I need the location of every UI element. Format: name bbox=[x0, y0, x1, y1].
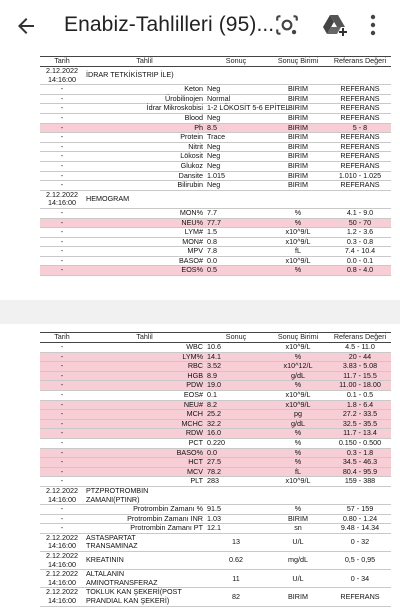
table-row bbox=[40, 181, 391, 191]
header-test: Tahlil bbox=[84, 57, 205, 67]
row-unit: x10^9/L bbox=[267, 228, 329, 238]
row-date: - bbox=[40, 343, 84, 353]
row-date: 2.12.2022 14:16:00 bbox=[40, 67, 84, 85]
table-row bbox=[40, 486, 391, 504]
row-reference: 0.3 - 1.8 bbox=[329, 448, 391, 458]
row-reference: 32.5 - 35.5 bbox=[329, 419, 391, 429]
row-date: - bbox=[40, 524, 84, 534]
row-reference: 1.010 - 1.025 bbox=[329, 171, 391, 181]
row-unit: x10^9/L bbox=[267, 400, 329, 410]
row-unit: U/L bbox=[267, 533, 329, 551]
row-unit: pg bbox=[267, 410, 329, 420]
row-unit: BIRIM bbox=[267, 133, 329, 143]
table-row bbox=[40, 588, 391, 606]
row-date: 2.12.2022 14:16:00 bbox=[40, 588, 84, 606]
row-date: - bbox=[40, 123, 84, 133]
table-row bbox=[40, 343, 391, 353]
row-result: 12.1 bbox=[205, 524, 267, 534]
row-unit: x10^9/L bbox=[267, 390, 329, 400]
row-reference: 50 - 70 bbox=[329, 218, 391, 228]
row-test-name: PTZPROTROMBIN ZAMANI(PTINR) bbox=[84, 486, 205, 504]
row-result: Neg bbox=[205, 161, 267, 171]
row-date: 2.12.2022 14:16:00 bbox=[40, 570, 84, 588]
row-reference: 3.83 - 5.08 bbox=[329, 362, 391, 372]
table-header-row bbox=[40, 333, 391, 343]
row-reference: REFERANS bbox=[329, 142, 391, 152]
row-test-name: Protrombin Zamanı % bbox=[84, 505, 205, 515]
row-test-name: İdrar Mikroskobisi bbox=[84, 104, 205, 114]
row-reference: 7.4 - 10.4 bbox=[329, 247, 391, 257]
row-reference: 4.1 - 9.0 bbox=[329, 208, 391, 218]
header-date: Tarih bbox=[40, 57, 84, 67]
row-reference: REFERANS bbox=[329, 588, 391, 606]
lab-results-table-page-1 bbox=[40, 56, 391, 276]
row-reference: 1.2 - 3.6 bbox=[329, 228, 391, 238]
row-date: - bbox=[40, 362, 84, 372]
row-result: 13 bbox=[205, 533, 267, 551]
row-unit: BIRIM bbox=[267, 123, 329, 133]
row-test-name: MPV bbox=[84, 247, 205, 257]
row-reference: REFERANS bbox=[329, 161, 391, 171]
row-test-name: LYM% bbox=[84, 352, 205, 362]
row-result: 0.62 bbox=[205, 552, 267, 570]
table-row bbox=[40, 113, 391, 123]
row-unit: % bbox=[267, 352, 329, 362]
row-test-name: RBC bbox=[84, 362, 205, 372]
row-unit bbox=[267, 486, 329, 504]
row-date: - bbox=[40, 218, 84, 228]
row-reference bbox=[329, 486, 391, 504]
row-unit: BIRIM bbox=[267, 171, 329, 181]
row-date: - bbox=[40, 181, 84, 191]
add-to-drive-icon[interactable] bbox=[322, 12, 348, 38]
header-result: Sonuç bbox=[205, 57, 267, 67]
row-test-name: KREATININ bbox=[84, 552, 205, 570]
row-unit: % bbox=[267, 429, 329, 439]
row-unit: mg/dL bbox=[267, 552, 329, 570]
table-row bbox=[40, 438, 391, 448]
row-date: - bbox=[40, 410, 84, 420]
row-date: - bbox=[40, 208, 84, 218]
row-unit: g/dL bbox=[267, 371, 329, 381]
row-reference: 159 - 388 bbox=[329, 477, 391, 487]
row-test-name: NEU# bbox=[84, 400, 205, 410]
table-row bbox=[40, 458, 391, 468]
row-result: 8.5 bbox=[205, 123, 267, 133]
table-row bbox=[40, 429, 391, 439]
row-unit: U/L bbox=[267, 570, 329, 588]
row-test-name: WBC bbox=[84, 343, 205, 353]
row-test-name: HCT bbox=[84, 458, 205, 468]
row-test-name: Protein bbox=[84, 133, 205, 143]
row-date: - bbox=[40, 448, 84, 458]
row-reference: REFERANS bbox=[329, 133, 391, 143]
row-unit: BIRIM bbox=[267, 588, 329, 606]
row-result: 14.1 bbox=[205, 352, 267, 362]
row-unit: x10^9/L bbox=[267, 343, 329, 353]
row-reference: REFERANS bbox=[329, 113, 391, 123]
table-row bbox=[40, 362, 391, 372]
row-reference: 9.48 - 14.34 bbox=[329, 524, 391, 534]
row-result: 0.0 bbox=[205, 256, 267, 266]
table-header-row bbox=[40, 57, 391, 67]
row-unit: sn bbox=[267, 524, 329, 534]
row-date: - bbox=[40, 514, 84, 524]
row-reference: 80.4 - 95.9 bbox=[329, 467, 391, 477]
row-date: - bbox=[40, 505, 84, 515]
table-row bbox=[40, 190, 391, 208]
header-reference: Referans Değeri bbox=[329, 333, 391, 343]
row-reference: 27.2 - 33.5 bbox=[329, 410, 391, 420]
row-reference: REFERANS bbox=[329, 152, 391, 162]
row-test-name: NEU% bbox=[84, 218, 205, 228]
row-unit: fL bbox=[267, 467, 329, 477]
row-result: 8.9 bbox=[205, 371, 267, 381]
header-unit: Sonuç Birimi bbox=[267, 57, 329, 67]
row-result: 32.2 bbox=[205, 419, 267, 429]
row-unit: fL bbox=[267, 247, 329, 257]
row-result: 0.0 bbox=[205, 448, 267, 458]
row-result: 0.8 bbox=[205, 237, 267, 247]
row-reference: 11.7 - 13.4 bbox=[329, 429, 391, 439]
row-test-name: TOKLUK KAN ŞEKERİ(POST PRANDIAL KAN ŞEKERİ) bbox=[84, 588, 205, 606]
row-test-name: Dansite bbox=[84, 171, 205, 181]
header-unit: Sonuç Birimi bbox=[267, 333, 329, 343]
row-date: - bbox=[40, 477, 84, 487]
row-unit: % bbox=[267, 505, 329, 515]
document-title: Enabiz-Tahlilleri (95)... bbox=[64, 13, 275, 36]
row-reference: 0.80 - 1.24 bbox=[329, 514, 391, 524]
row-date: - bbox=[40, 247, 84, 257]
row-result: 16.0 bbox=[205, 429, 267, 439]
row-test-name: Ph bbox=[84, 123, 205, 133]
row-test-name: Protrombin Zamanı PT bbox=[84, 524, 205, 534]
row-date: - bbox=[40, 228, 84, 238]
row-result: Neg bbox=[205, 181, 267, 191]
row-reference bbox=[329, 190, 391, 208]
row-reference: 34.5 - 46.3 bbox=[329, 458, 391, 468]
header-date: Tarih bbox=[40, 333, 84, 343]
row-test-name: Keton bbox=[84, 85, 205, 95]
row-reference: 20 - 44 bbox=[329, 352, 391, 362]
row-test-name: Glukoz bbox=[84, 161, 205, 171]
table-row bbox=[40, 85, 391, 95]
row-unit: BIRIM bbox=[267, 94, 329, 104]
row-unit: BIRIM bbox=[267, 104, 329, 114]
table-row bbox=[40, 247, 391, 257]
row-result: 27.5 bbox=[205, 458, 267, 468]
row-date: - bbox=[40, 381, 84, 391]
row-reference: 0.0 - 0.1 bbox=[329, 256, 391, 266]
row-date: - bbox=[40, 171, 84, 181]
row-result: 77.7 bbox=[205, 218, 267, 228]
row-result bbox=[205, 190, 267, 208]
row-reference: 57 - 159 bbox=[329, 505, 391, 515]
table-row bbox=[40, 208, 391, 218]
row-test-name: RDW bbox=[84, 429, 205, 439]
pdf-page-1 bbox=[0, 52, 400, 300]
row-date: - bbox=[40, 438, 84, 448]
row-test-name: EOS% bbox=[84, 266, 205, 276]
row-reference: REFERANS bbox=[329, 85, 391, 95]
row-unit: x10^9/L bbox=[267, 477, 329, 487]
header-reference: Referans Değeri bbox=[329, 57, 391, 67]
row-date: - bbox=[40, 352, 84, 362]
row-test-name: Lökosit bbox=[84, 152, 205, 162]
row-result: 0.5 bbox=[205, 266, 267, 276]
row-test-name: İDRAR TETKİKİSTRIP İLE) bbox=[84, 67, 205, 85]
row-result: 19.0 bbox=[205, 381, 267, 391]
row-test-name: EOS# bbox=[84, 390, 205, 400]
row-unit: % bbox=[267, 458, 329, 468]
row-unit: % bbox=[267, 208, 329, 218]
row-result: 7.7 bbox=[205, 208, 267, 218]
row-unit: BIRIM bbox=[267, 85, 329, 95]
row-reference: 0.150 - 0.500 bbox=[329, 438, 391, 448]
row-result: 78.2 bbox=[205, 467, 267, 477]
row-result: 11 bbox=[205, 570, 267, 588]
table-row bbox=[40, 228, 391, 238]
row-reference: REFERANS bbox=[329, 181, 391, 191]
header-test: Tahlil bbox=[84, 333, 205, 343]
row-result bbox=[205, 486, 267, 504]
row-result: 1.5 bbox=[205, 228, 267, 238]
table-row bbox=[40, 552, 391, 570]
row-reference: 5 - 8 bbox=[329, 123, 391, 133]
row-result: 0.220 bbox=[205, 438, 267, 448]
row-date: - bbox=[40, 467, 84, 477]
row-reference: 4.5 - 11.0 bbox=[329, 343, 391, 353]
row-result: Normal bbox=[205, 94, 267, 104]
row-date: - bbox=[40, 256, 84, 266]
row-reference: REFERANS bbox=[329, 94, 391, 104]
row-date: - bbox=[40, 142, 84, 152]
row-test-name: MCH bbox=[84, 410, 205, 420]
row-test-name: ASTASPARTAT TRANSAMINAZ bbox=[84, 533, 205, 551]
app-bar bbox=[0, 0, 400, 52]
row-result: Trace bbox=[205, 133, 267, 143]
row-reference: 0.1 - 0.5 bbox=[329, 390, 391, 400]
row-date: 2.12.2022 14:16:00 bbox=[40, 190, 84, 208]
row-unit: BIRIM bbox=[267, 181, 329, 191]
table-row bbox=[40, 477, 391, 487]
row-unit: BIRIM bbox=[267, 514, 329, 524]
row-reference: 0 - 34 bbox=[329, 570, 391, 588]
row-test-name: PLT bbox=[84, 477, 205, 487]
row-test-name: MON# bbox=[84, 237, 205, 247]
row-reference bbox=[329, 67, 391, 85]
row-date: - bbox=[40, 152, 84, 162]
row-date: 2.12.2022 14:16:00 bbox=[40, 533, 84, 551]
table-row bbox=[40, 161, 391, 171]
row-reference: 0,5 - 0,95 bbox=[329, 552, 391, 570]
row-date: - bbox=[40, 133, 84, 143]
pdf-viewer[interactable] bbox=[0, 52, 400, 612]
row-date: 2.12.2022 14:16:00 bbox=[40, 486, 84, 504]
row-result: 3.52 bbox=[205, 362, 267, 372]
row-date: - bbox=[40, 113, 84, 123]
row-result: Neg bbox=[205, 85, 267, 95]
row-unit: x10^9/L bbox=[267, 256, 329, 266]
row-test-name: Ürobilinojen bbox=[84, 94, 205, 104]
row-result: 91.5 bbox=[205, 505, 267, 515]
row-date: - bbox=[40, 94, 84, 104]
row-reference: 0 - 32 bbox=[329, 533, 391, 551]
google-lens-icon[interactable] bbox=[274, 12, 300, 38]
row-unit: x10^12/L bbox=[267, 362, 329, 372]
row-unit: BIRIM bbox=[267, 152, 329, 162]
row-result: Neg bbox=[205, 142, 267, 152]
row-date: - bbox=[40, 104, 84, 114]
row-unit bbox=[267, 190, 329, 208]
row-test-name: Protrombin Zamanı INR bbox=[84, 514, 205, 524]
row-result: 8.2 bbox=[205, 400, 267, 410]
row-result: 1-2 LÖKOSİT 5-6 EPİTEL bbox=[207, 103, 290, 113]
row-unit: % bbox=[267, 266, 329, 276]
table-row bbox=[40, 524, 391, 534]
row-reference: 0.3 - 0.8 bbox=[329, 237, 391, 247]
row-unit: % bbox=[267, 218, 329, 228]
table-row bbox=[40, 390, 391, 400]
row-result: 82 bbox=[205, 588, 267, 606]
lab-results-table-page-2 bbox=[40, 332, 391, 607]
row-test-name: HEMOGRAM bbox=[84, 190, 205, 208]
row-test-name: MCHC bbox=[84, 419, 205, 429]
row-test-name: BASO# bbox=[84, 256, 205, 266]
row-date: - bbox=[40, 161, 84, 171]
row-date: - bbox=[40, 419, 84, 429]
row-result: 283 bbox=[205, 477, 267, 487]
table-row bbox=[40, 152, 391, 162]
table-row bbox=[40, 266, 391, 276]
arrow-back-icon[interactable] bbox=[14, 14, 38, 38]
row-result: 0.1 bbox=[205, 390, 267, 400]
row-test-name: Nitrit bbox=[84, 142, 205, 152]
row-result: Neg bbox=[205, 113, 267, 123]
row-unit: BIRIM bbox=[267, 161, 329, 171]
table-row bbox=[40, 410, 391, 420]
row-unit: BIRIM bbox=[267, 113, 329, 123]
table-row bbox=[40, 133, 391, 143]
row-result bbox=[205, 67, 267, 85]
row-unit: % bbox=[267, 381, 329, 391]
row-reference: REFERANS bbox=[329, 104, 391, 114]
row-unit: x10^9/L bbox=[267, 237, 329, 247]
row-date: - bbox=[40, 390, 84, 400]
row-result: 1.03 bbox=[205, 514, 267, 524]
row-test-name: PCT bbox=[84, 438, 205, 448]
row-test-name: MCV bbox=[84, 467, 205, 477]
row-unit: g/dL bbox=[267, 419, 329, 429]
row-date: - bbox=[40, 266, 84, 276]
row-test-name: PDW bbox=[84, 381, 205, 391]
row-result: Neg bbox=[205, 152, 267, 162]
row-result: 10.6 bbox=[205, 343, 267, 353]
row-result: 1.015 bbox=[205, 171, 267, 181]
row-reference: 1.8 - 6.4 bbox=[329, 400, 391, 410]
pdf-page-2 bbox=[0, 324, 400, 612]
row-date: - bbox=[40, 400, 84, 410]
row-test-name: HGB bbox=[84, 371, 205, 381]
row-date: - bbox=[40, 429, 84, 439]
row-date: - bbox=[40, 458, 84, 468]
row-reference: 11.00 - 18.00 bbox=[329, 381, 391, 391]
table-row bbox=[40, 67, 391, 85]
row-test-name: BASO% bbox=[84, 448, 205, 458]
row-date: - bbox=[40, 237, 84, 247]
table-row bbox=[40, 570, 391, 588]
row-unit bbox=[267, 67, 329, 85]
row-test-name: MON% bbox=[84, 208, 205, 218]
table-row bbox=[40, 505, 391, 515]
more-vert-icon[interactable] bbox=[366, 12, 380, 38]
row-unit: % bbox=[267, 448, 329, 458]
row-test-name: ALTALANIN AMINOTRANSFERAZ bbox=[84, 570, 205, 588]
row-reference: 11.7 - 15.5 bbox=[329, 371, 391, 381]
header-result: Sonuç bbox=[205, 333, 267, 343]
row-test-name: LYM# bbox=[84, 228, 205, 238]
row-test-name: Blood bbox=[84, 113, 205, 123]
row-result: 7.8 bbox=[205, 247, 267, 257]
row-test-name: Bilirubin bbox=[84, 181, 205, 191]
row-unit: BIRIM bbox=[267, 142, 329, 152]
row-date: - bbox=[40, 371, 84, 381]
row-result: 25.2 bbox=[205, 410, 267, 420]
row-date: 2.12.2022 14:16:00 bbox=[40, 552, 84, 570]
row-reference: 0.8 - 4.0 bbox=[329, 266, 391, 276]
row-date: - bbox=[40, 85, 84, 95]
row-unit: % bbox=[267, 438, 329, 448]
table-row bbox=[40, 533, 391, 551]
